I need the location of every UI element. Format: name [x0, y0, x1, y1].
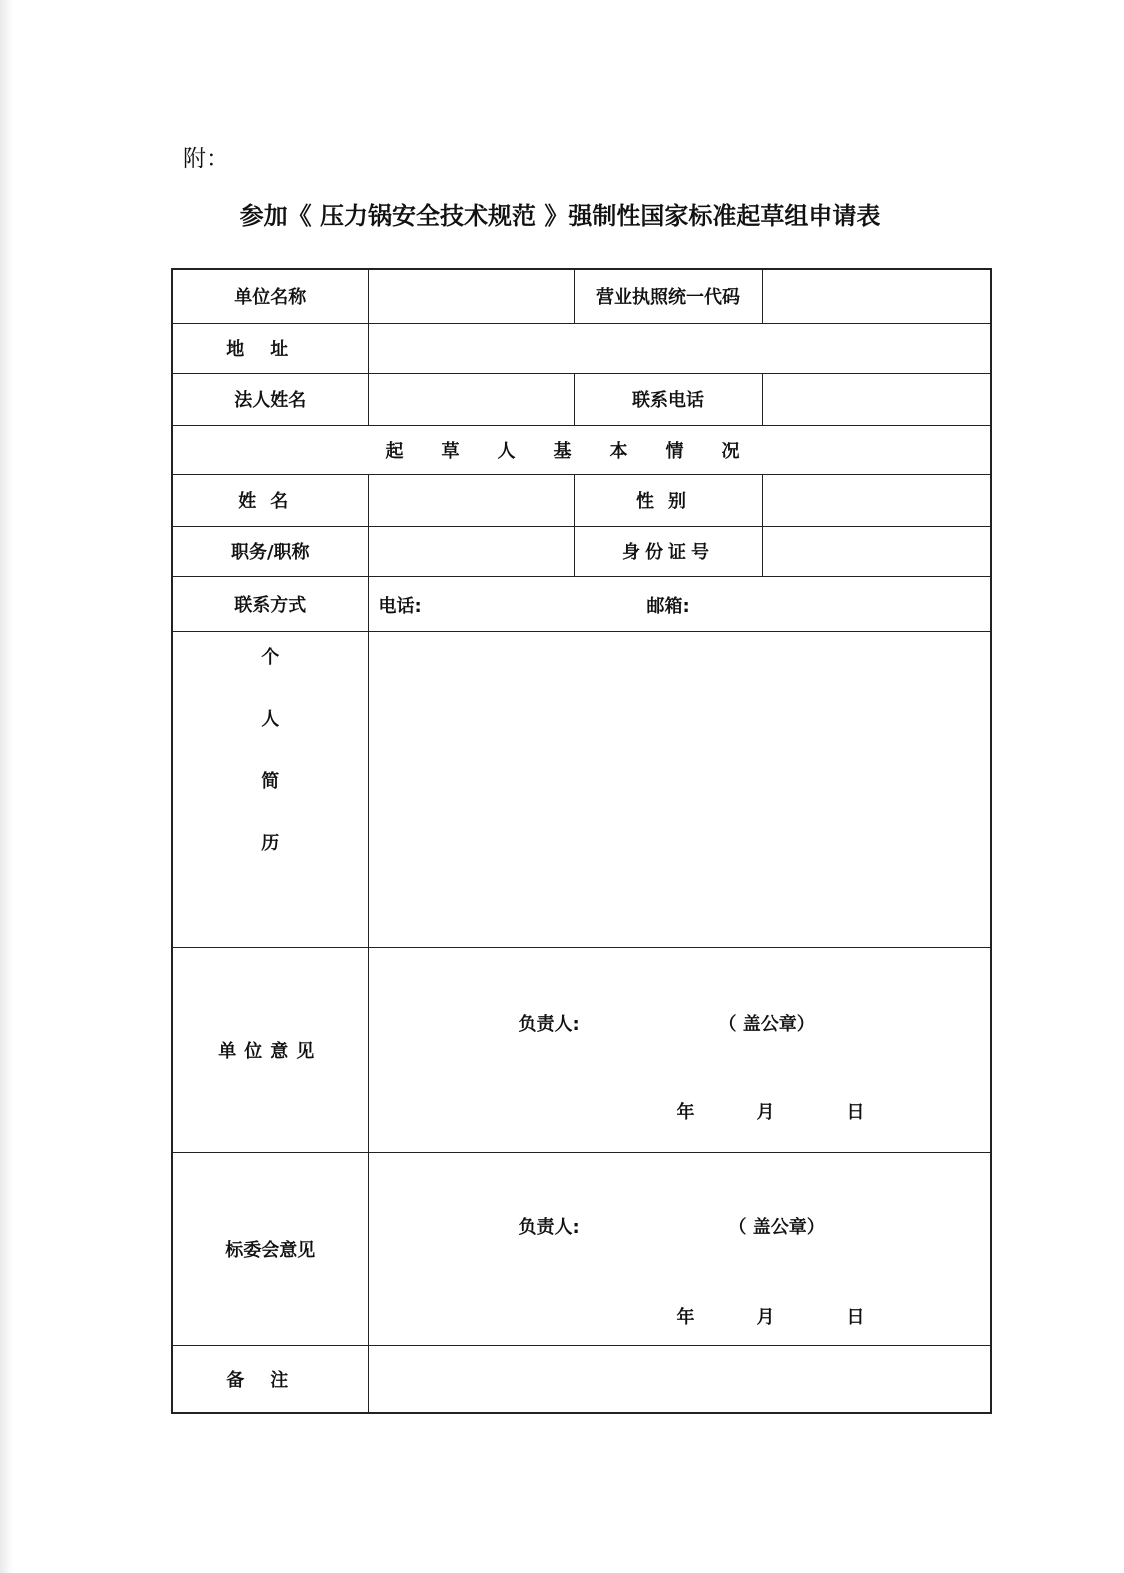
- row-section-title: [172, 425, 991, 474]
- form-title: 参加《 压力锅安全技术规范 》强制性国家标准起草组申请表: [239, 202, 881, 230]
- committee-opinion-label: 标委会意见: [172, 1152, 368, 1345]
- id-number-field[interactable]: [762, 526, 991, 576]
- unit-responsible-label: 负责人:: [518, 1013, 580, 1035]
- unit-opinion-field[interactable]: [368, 947, 991, 1152]
- row-position: [172, 526, 991, 576]
- address-label: 地址: [172, 323, 368, 373]
- contact-phone-field[interactable]: [762, 373, 991, 425]
- unit-name-field[interactable]: [368, 269, 574, 323]
- id-number-label: 身份证号: [574, 526, 762, 576]
- attachment-label: 附：: [183, 146, 229, 172]
- unit-opinion-label: 单位意见: [172, 947, 368, 1152]
- row-unit-name: [172, 269, 991, 323]
- position-label: 职务/职称: [172, 526, 368, 576]
- resume-label-char: 历: [261, 833, 280, 854]
- contact-method-label: 联系方式: [172, 576, 368, 631]
- committee-responsible-label: 负责人:: [518, 1216, 580, 1238]
- gender-field[interactable]: [762, 474, 991, 526]
- unit-month-label: 月: [756, 1101, 775, 1123]
- license-code-field[interactable]: [762, 269, 991, 323]
- unit-seal-label: （ 盖公章）: [718, 1013, 815, 1035]
- unit-name-label: 单位名称: [172, 269, 368, 323]
- resume-label-cell: [172, 631, 368, 947]
- email-prefix: 邮箱:: [646, 595, 690, 617]
- scan-edge-shadow: [0, 0, 14, 1573]
- address-field[interactable]: [368, 323, 991, 373]
- remarks-field[interactable]: [368, 1345, 991, 1413]
- row-unit-opinion: [172, 947, 991, 1152]
- row-remarks: [172, 1345, 991, 1413]
- committee-month-label: 月: [756, 1306, 775, 1328]
- position-field[interactable]: [368, 526, 574, 576]
- unit-day-label: 日: [846, 1101, 865, 1123]
- name-label: 姓名: [172, 474, 368, 526]
- resume-label-char: 个: [261, 647, 280, 668]
- remarks-label: 备注: [172, 1345, 368, 1413]
- committee-year-label: 年: [676, 1306, 695, 1328]
- row-contact: [172, 576, 991, 631]
- name-field[interactable]: [368, 474, 574, 526]
- row-committee-opinion: [172, 1152, 991, 1345]
- resume-field[interactable]: [368, 631, 991, 947]
- phone-prefix: 电话:: [378, 595, 422, 617]
- unit-year-label: 年: [676, 1101, 695, 1123]
- row-resume: [172, 631, 991, 947]
- committee-seal-label: （ 盖公章）: [728, 1216, 825, 1238]
- resume-label-char: 人: [261, 709, 280, 730]
- section-title: 起草人基本情况: [172, 425, 991, 474]
- resume-label-char: 简: [261, 771, 280, 792]
- row-name: [172, 474, 991, 526]
- committee-day-label: 日: [846, 1306, 865, 1328]
- gender-label: 性别: [574, 474, 762, 526]
- legal-person-label: 法人姓名: [172, 373, 368, 425]
- application-form-table: [171, 268, 992, 1414]
- contact-method-field[interactable]: [368, 576, 991, 631]
- contact-phone-label: 联系电话: [574, 373, 762, 425]
- row-address: [172, 323, 991, 373]
- row-legal-person: [172, 373, 991, 425]
- legal-person-field[interactable]: [368, 373, 574, 425]
- license-code-label: 营业执照统一代码: [574, 269, 762, 323]
- committee-opinion-field[interactable]: [368, 1152, 991, 1345]
